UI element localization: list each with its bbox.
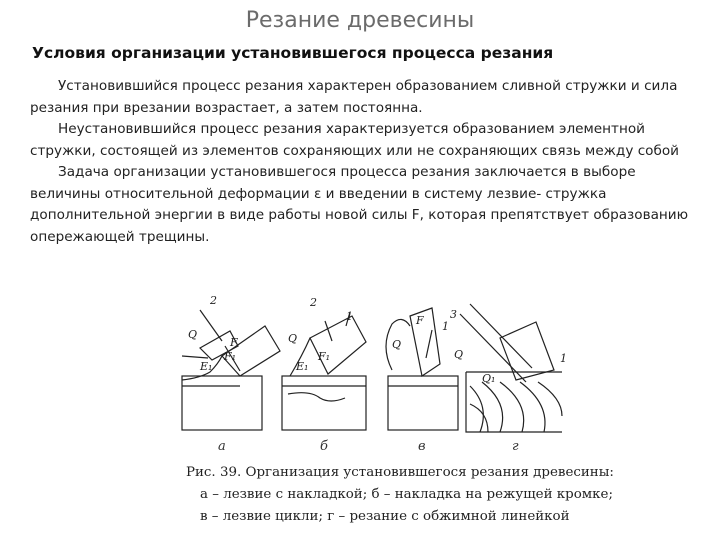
slide-title: Резание древесины bbox=[245, 8, 475, 33]
label-a-2: 2 bbox=[210, 294, 217, 307]
paragraph-3: Задача организации установившегося процесса резания заключается в выборе величины относительной деформации ε и введении в систему лезвие- стружка дополнительной энергии в виде работы новой силы F, которая препятствует образованию опережающей трещины. bbox=[30, 164, 689, 245]
label-b-q: Q bbox=[288, 332, 298, 345]
panel-label-b: б bbox=[320, 439, 328, 454]
label-c-f: F bbox=[416, 314, 424, 327]
label-a-f: F bbox=[230, 336, 238, 349]
label-d-3: 3 bbox=[450, 308, 457, 321]
label-b-e1: E₁ bbox=[296, 360, 309, 373]
label-d-q: Q bbox=[454, 348, 464, 361]
label-a-q: Q bbox=[188, 328, 198, 341]
caption-line-3: в – лезвие цикли; г – резание с обжимной линейкой bbox=[200, 509, 570, 524]
panel-b-drawing bbox=[282, 312, 366, 430]
label-b-1: 1 bbox=[346, 310, 353, 323]
label-c-1: 1 bbox=[442, 320, 449, 333]
label-b-2: 2 bbox=[310, 296, 317, 309]
label-b-f1: F₁ bbox=[318, 350, 331, 363]
label-a-e1: E₁ bbox=[200, 360, 213, 373]
label-d-1: 1 bbox=[560, 352, 567, 365]
figure-caption bbox=[186, 462, 614, 528]
label-d-q1: Q₁ bbox=[482, 372, 496, 385]
body-text bbox=[30, 76, 695, 248]
cutting-figure bbox=[170, 286, 570, 486]
panel-label-c: в bbox=[418, 439, 426, 454]
paragraph-1: Установившийся процесс резания характерен образованием сливной стружки и сила резания при врезании возрастает, а затем постоянна. bbox=[30, 78, 678, 116]
paragraph-2: Неустановившийся процесс резания характеризуется образованием элементной стружки, состоящей из элементов сохраняющих или не сохраняющих связь между собой bbox=[30, 121, 680, 159]
panel-label-d: г bbox=[512, 439, 519, 454]
label-c-q: Q bbox=[392, 338, 402, 351]
caption-line-1: Рис. 39. Организация установившегося резания древесины: bbox=[186, 465, 614, 480]
caption-line-2: а – лезвие с накладкой; б – накладка на режущей кромке; bbox=[200, 487, 613, 502]
label-a-f1: F₁ bbox=[224, 350, 237, 363]
panel-label-a: а bbox=[218, 439, 226, 454]
slide-subtitle: Условия организации установившегося процесса резания bbox=[32, 44, 554, 62]
panel-d-drawing bbox=[460, 304, 562, 432]
